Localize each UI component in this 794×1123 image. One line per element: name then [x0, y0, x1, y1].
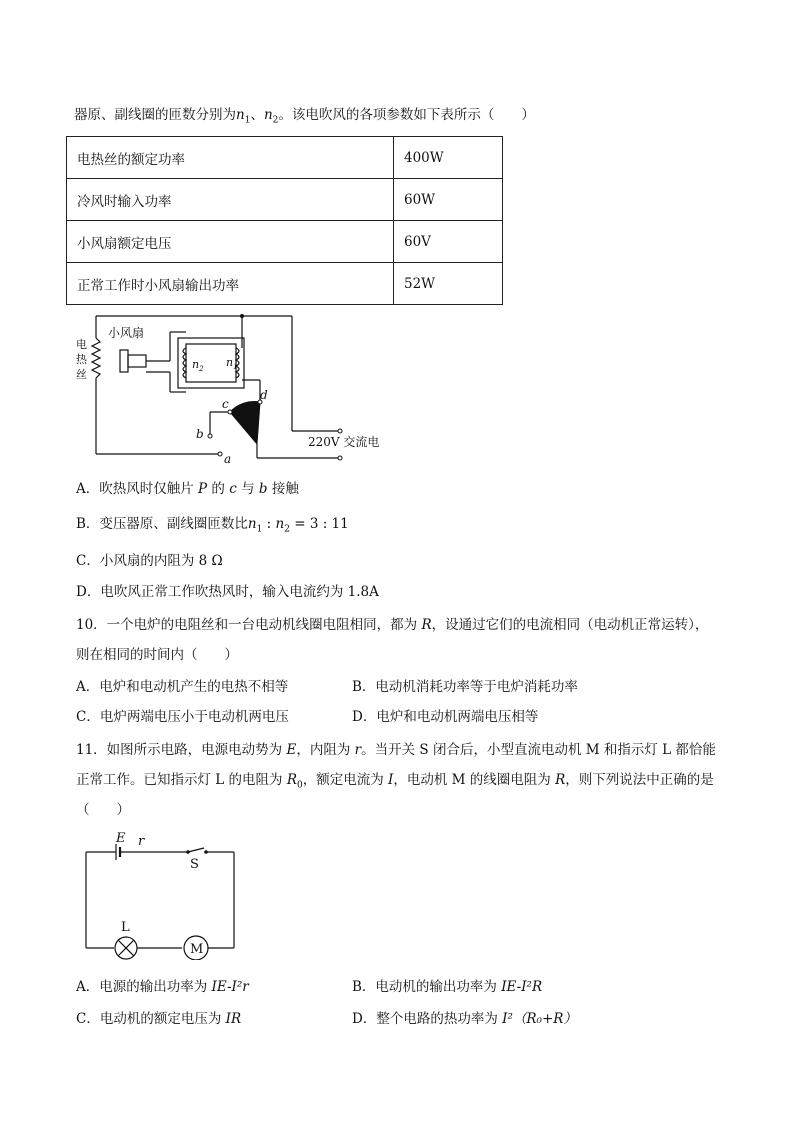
table-cell-value: 52W — [394, 263, 503, 305]
coil-n2-sub: 2 — [199, 365, 204, 373]
q11-option-b — [352, 977, 542, 997]
stem-text: ，设通过它们的电流相同（电动机正常运转）， — [431, 617, 709, 633]
table-cell-label: 冷风时输入功率 — [67, 179, 394, 221]
table-row — [67, 221, 503, 263]
terminal-d-label: d — [260, 388, 268, 402]
intro-line — [74, 105, 535, 131]
q10-option-b: B．电动机消耗功率等于电炉消耗功率 — [352, 679, 578, 695]
q10-option-c: C．电炉两端电压小于电动机两电压 — [76, 709, 289, 725]
hair-dryer-circuit-diagram — [70, 308, 400, 468]
sub-0: 0 — [297, 780, 303, 791]
formula: IR — [225, 1011, 242, 1027]
q11-option-a — [76, 977, 249, 997]
heater-label-2: 热 — [76, 353, 87, 366]
q9-option-a — [76, 479, 299, 499]
coil-n2-label — [192, 358, 204, 373]
sub-2: 2 — [272, 115, 279, 126]
q10-option-a: A．电炉和电动机产生的电热不相等 — [76, 679, 289, 695]
option-text: = 3 : 11 — [289, 516, 349, 532]
coil-n1-sub: 1 — [233, 363, 238, 371]
var-r: R — [555, 772, 566, 788]
option-text: B．电动机的输出功率为 — [352, 979, 502, 995]
terminal-b-label: b — [196, 427, 204, 441]
parameter-table — [66, 136, 503, 305]
terminal-c-label: c — [222, 397, 229, 411]
intro-text: 器原、副线圈的匝数分别为 — [74, 107, 236, 123]
motor-lamp-circuit-diagram — [78, 830, 248, 960]
stem-text: ，额定电流为 — [302, 772, 389, 788]
coil-n1-var: n — [226, 356, 234, 369]
sub-2: 2 — [284, 524, 290, 535]
option-text: C．电动机的额定电压为 — [76, 1011, 226, 1027]
table-cell-value: 400W — [394, 137, 503, 179]
var-b: b — [258, 481, 268, 497]
var-n2: n — [263, 107, 273, 123]
q11-option-d — [352, 1009, 577, 1029]
var-i: I — [388, 772, 394, 788]
sub-1: 1 — [244, 115, 251, 126]
lamp-label: L — [121, 920, 130, 935]
stem-text: ，内阻为 — [296, 742, 355, 758]
stem-text: 10．一个电炉的电阻丝和一台电动机线圈电阻相同，都为 — [76, 617, 422, 633]
q11-stem-line1 — [76, 740, 716, 760]
q9-option-c: C．小风扇的内阻为 8 Ω — [76, 553, 223, 569]
formula: I²（R₀+R） — [502, 1011, 577, 1027]
q11-stem-line3: （ ） — [76, 802, 130, 818]
fan-label: 小风扇 — [108, 326, 145, 340]
var-n1: n — [236, 107, 245, 123]
terminal-a-label: a — [224, 452, 232, 466]
option-text: 的 — [207, 481, 230, 497]
option-text: 与 — [236, 481, 259, 497]
q9-option-d: D．电吹风正常工作吹热风时，输入电流约为 1.8A — [76, 584, 379, 600]
var-n1: n — [247, 516, 257, 532]
var-p: P — [198, 481, 208, 497]
ratio-colon: : — [262, 516, 276, 532]
formula: IE-I²r — [211, 979, 249, 995]
formula: IE-I²R — [501, 979, 543, 995]
heater-label-3: 丝 — [76, 368, 87, 381]
emf-label: E — [116, 831, 126, 846]
stem-text: ，则下列说法中正确的是 — [565, 772, 714, 788]
var-e: E — [286, 742, 297, 758]
table-cell-value: 60W — [394, 179, 503, 221]
internal-resistance-label: r — [138, 834, 145, 849]
option-text: D．整个电路的热功率为 — [352, 1011, 503, 1027]
source-label: 220V 交流电 — [308, 435, 380, 449]
switch-label: S — [190, 857, 199, 872]
table-row — [67, 263, 503, 305]
motor-label: M — [190, 942, 204, 957]
q10-stem-line2: 则在相同的时间内（ ） — [76, 647, 238, 663]
q10-stem-line1 — [76, 615, 708, 635]
var-n2: n — [275, 516, 285, 532]
stem-text: 。当开关 S 闭合后，小型直流电动机 M 和指示灯 L 都恰能 — [361, 742, 716, 758]
stem-text: 11．如图所示电路，电源电动势为 — [76, 742, 287, 758]
intro-text-end: 。该电吹风的各项参数如下表所示（ ） — [278, 107, 535, 123]
table-cell-value: 60V — [394, 221, 503, 263]
option-text: A．吹热风时仅触片 — [76, 481, 199, 497]
table-cell-label: 正常工作时小风扇输出功率 — [67, 263, 394, 305]
table-row — [67, 179, 503, 221]
var-r-small: r — [354, 742, 362, 758]
option-text: A．电源的输出功率为 — [76, 979, 212, 995]
separator: 、 — [250, 107, 264, 123]
table-row — [67, 137, 503, 179]
table-cell-label: 小风扇额定电压 — [67, 221, 394, 263]
var-c: c — [229, 481, 237, 497]
table-cell-label: 电热丝的额定功率 — [67, 137, 394, 179]
option-text: 接触 — [267, 481, 299, 497]
stem-text: ，电动机 M 的线圈电阻为 — [393, 772, 556, 788]
q9-option-b — [76, 514, 349, 540]
var-r0: R — [286, 772, 298, 788]
coil-n2-var: n — [192, 358, 200, 371]
stem-text: 正常工作。已知指示灯 L 的电阻为 — [76, 772, 287, 788]
option-text: B．变压器原、副线圈匝数比 — [76, 516, 248, 532]
q10-option-d: D．电炉和电动机两端电压相等 — [352, 709, 539, 725]
sub-1: 1 — [256, 524, 263, 535]
var-r: R — [421, 617, 432, 633]
q11-option-c — [76, 1009, 241, 1029]
heater-label-1: 电 — [76, 338, 87, 351]
q11-stem-line2 — [76, 770, 714, 796]
